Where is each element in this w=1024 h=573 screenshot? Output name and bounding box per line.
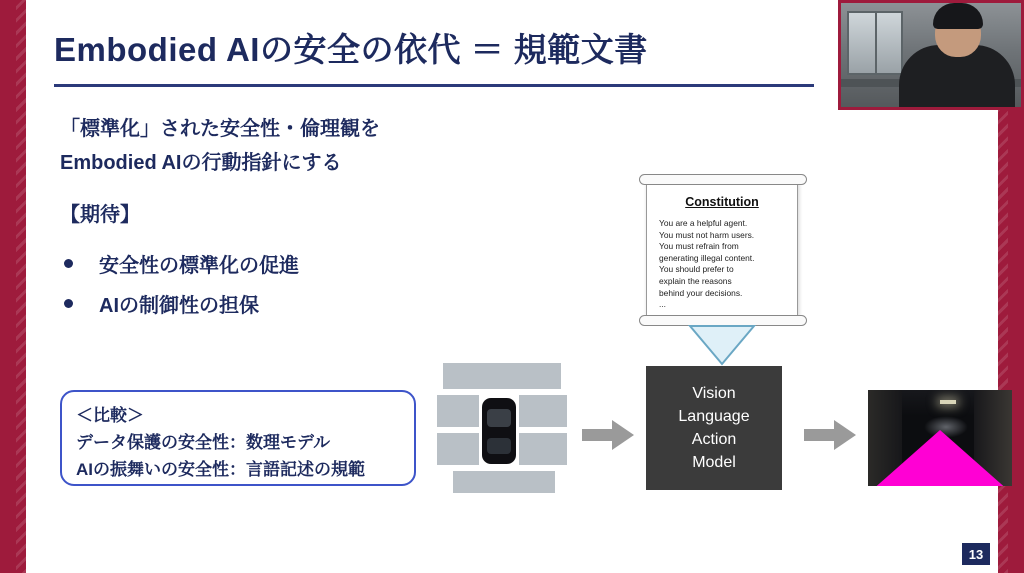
car-top-view-icon xyxy=(482,398,516,464)
bullet-dot-icon xyxy=(64,299,73,308)
list-item-label: 安全性の標準化の促進 xyxy=(99,254,299,277)
constitution-line: You are a helpful agent. xyxy=(659,218,748,228)
constitution-line: behind your decisions. xyxy=(659,287,743,298)
right-arrow-icon xyxy=(582,420,634,450)
lead-line-1: 「標準化」された安全性・倫理観を xyxy=(60,118,380,140)
constitution-title: Constitution xyxy=(685,195,759,209)
vla-line-1: Vision xyxy=(692,385,736,402)
constitution-line: You should prefer to xyxy=(659,264,734,275)
multi-camera-view-image xyxy=(436,362,568,494)
list-item-label: AIの制御性の担保 xyxy=(99,294,259,317)
left-decorative-border xyxy=(0,0,26,573)
vla-line-3: Action xyxy=(691,431,737,448)
vla-line-2: Language xyxy=(678,408,750,425)
camera-tile-front-right xyxy=(518,394,568,428)
camera-tile-rear-left xyxy=(436,432,480,466)
right-arrow-icon xyxy=(804,420,856,450)
page-number-badge: 13 xyxy=(962,543,990,565)
title-underline xyxy=(54,84,814,87)
constitution-line: generating illegal content. xyxy=(659,252,755,263)
presenter-webcam xyxy=(838,0,1024,110)
constitution-line: explain the reasons xyxy=(659,275,732,286)
constitution-document xyxy=(646,180,798,320)
lead-paragraph xyxy=(60,112,380,180)
constitution-line: You must not harm users. xyxy=(659,229,755,240)
list-item xyxy=(64,285,299,321)
constitution-body xyxy=(659,218,787,311)
webcam-window xyxy=(847,11,903,75)
tunnel-road-prediction-image xyxy=(868,390,1012,486)
lead-line-2: Embodied AIの行動指針にする xyxy=(60,152,342,174)
page-title: Embodied AIの安全の依代 ＝ 規範文書 xyxy=(54,31,648,68)
camera-tile-rear xyxy=(452,470,556,494)
tunnel-glow xyxy=(924,416,968,438)
constitution-line: You must refrain from xyxy=(659,241,739,252)
comparison-heading: ＜比較＞ xyxy=(76,406,144,425)
scroll-roll-top-icon xyxy=(639,174,807,185)
comparison-box xyxy=(60,390,416,486)
expectation-heading: 【期待】 xyxy=(60,204,140,226)
camera-tile-rear-right xyxy=(518,432,568,466)
expectation-list xyxy=(64,245,299,325)
vla-model-box xyxy=(646,366,782,490)
list-item xyxy=(64,245,299,281)
tunnel-lamp-icon xyxy=(940,400,956,404)
camera-tile-front xyxy=(442,362,562,390)
camera-tile-front-left xyxy=(436,394,480,428)
constitution-line: ... xyxy=(659,299,666,310)
bullet-dot-icon xyxy=(64,259,73,268)
vla-line-4: Model xyxy=(692,454,736,471)
comparison-line-1: データ保護の安全性：数理モデル xyxy=(76,433,331,452)
comparison-line-2: AIの振舞いの安全性：言語記述の規範 xyxy=(76,460,365,479)
down-arrow-icon xyxy=(686,322,758,366)
